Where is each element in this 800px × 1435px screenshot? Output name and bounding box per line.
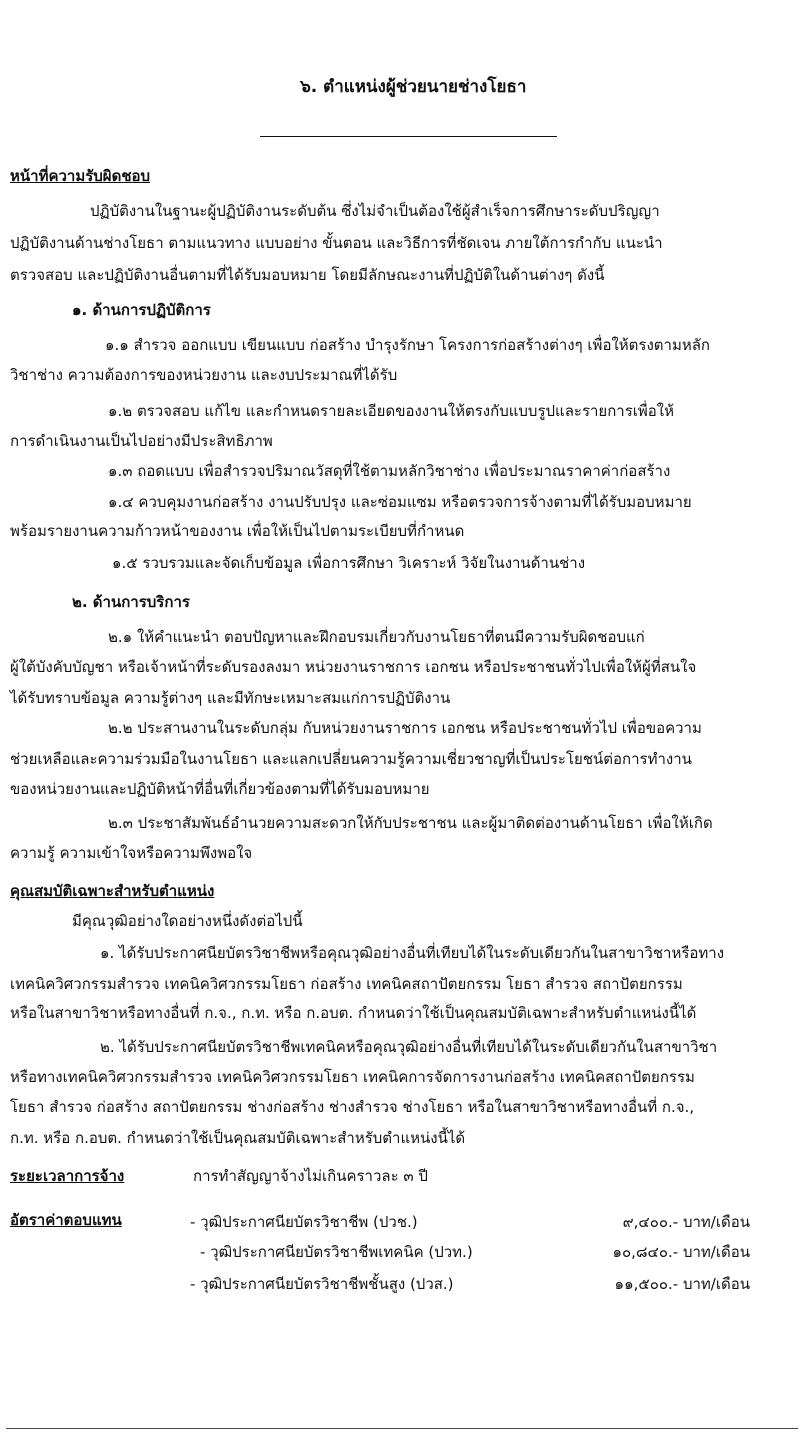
compensation-amount: ๙,๔๐๐.- บาท/เดือน [622, 1213, 750, 1231]
operations-heading: ๑. ด้านการปฏิบัติการ [72, 301, 211, 319]
duties-intro-line: ปฏิบัติงานด้านช่างโยธา ตามแนวทาง แบบอย่าง ขั้นตอน และวิธีการที่ชัดเจน ภายใต้การกำกับ แนะนำ [10, 234, 663, 252]
compensation-label: อัตราค่าตอบแทน [10, 1211, 122, 1229]
operations-line: การดำเนินงานเป็นไปอย่างมีประสิทธิภาพ [10, 432, 273, 450]
compensation-amount: ๑๑,๕๐๐.- บาท/เดือน [614, 1275, 750, 1293]
operations-line: ๑.๑ สำรวจ ออกแบบ เขียนแบบ ก่อสร้าง บำรุงรักษา โครงการก่อสร้างต่างๆ เพื่อให้ตรงตามหลัก [105, 336, 711, 354]
services-line: ๒.๒ ประสานงานในระดับกลุ่ม กับหน่วยงานราชการ เอกชน หรือประชาชนทั่วไป เพื่อขอความ [108, 719, 702, 737]
services-line: ๒.๑ ให้คำแนะนำ ตอบปัญหาและฝึกอบรมเกี่ยวกับงานโยธาที่ตนมีความรับผิดชอบแก่ [108, 628, 645, 646]
operations-line: ๑.๓ ถอดแบบ เพื่อสำรวจปริมาณวัสดุที่ใช้ตามหลักวิชาช่าง เพื่อประมาณราคาค่าก่อสร้าง [108, 462, 671, 480]
employment-value: การทำสัญญาจ้างไม่เกินคราวละ ๓ ปี [193, 1167, 428, 1185]
operations-line: วิชาช่าง ความต้องการของหน่วยงาน และงบประมาณที่ได้รับ [10, 366, 398, 384]
services-line: ผู้ใต้บังคับบัญชา หรือเจ้าหน้าที่ระดับรองลงมา หน่วยงานราชการ เอกชน หรือประชาชนทั่วไปเพื่อให้ผู้ที่สนใจ [10, 658, 697, 676]
qualifications-line: เทคนิควิศวกรรมสำรวจ เทคนิควิศวกรรมโยธา ก่อสร้าง เทคนิคสถาปัตยกรรม โยธา สำรวจ สถาปัตยกรรม [10, 975, 683, 993]
qualifications-heading: คุณสมบัติเฉพาะสำหรับตำแหน่ง [10, 882, 215, 900]
compensation-amount: ๑๐,๘๔๐.- บาท/เดือน [612, 1243, 750, 1261]
services-line: ความรู้ ความเข้าใจหรือความพึงพอใจ [10, 844, 253, 862]
services-line: ๒.๓ ประชาสัมพันธ์อำนวยความสะดวกให้กับประชาชน และผู้มาติดต่องานด้านโยธา เพื่อให้เกิด [108, 814, 713, 832]
page-bottom-edge [6, 1428, 798, 1429]
compensation-item: - วุฒิประกาศนียบัตรวิชาชีพ (ปวช.) [190, 1213, 418, 1231]
duties-intro-line: ปฏิบัติงานในฐานะผู้ปฏิบัติงานระดับต้น ซึ่งไม่จำเป็นต้องใช้ผู้สำเร็จการศึกษาระดับปริญญา [90, 202, 660, 220]
qualifications-line: หรือในสาขาวิชาหรือทางอื่นที่ ก.จ., ก.ท. หรือ ก.อบต. กำหนดว่าใช้เป็นคุณสมบัติเฉพาะสำหรับตำแหน่งนี้ได้ [10, 1004, 697, 1022]
services-heading: ๒. ด้านการบริการ [72, 593, 190, 611]
qualifications-line: หรือทางเทคนิควิศวกรรมสำรวจ เทคนิควิศวกรรมโยธา เทคนิคการจัดการงานก่อสร้าง เทคนิคสถาปัตยกรรม [10, 1068, 695, 1086]
services-line: ของหน่วยงานและปฏิบัติหน้าที่อื่นที่เกี่ยวข้องตามที่ได้รับมอบหมาย [10, 780, 430, 798]
operations-line: ๑.๒ ตรวจสอบ แก้ไข และกำหนดรายละเอียดของงานให้ตรงกับแบบรูปและรายการเพื่อให้ [108, 402, 675, 420]
qualifications-line: มีคุณวุฒิอย่างใดอย่างหนึ่งดังต่อไปนี้ [72, 912, 303, 930]
operations-line: พร้อมรายงานความก้าวหน้าของงาน เพื่อให้เป็นไปตามระเบียบที่กำหนด [10, 522, 465, 540]
qualifications-line: ๒. ได้รับประกาศนียบัตรวิชาชีพเทคนิคหรือคุณวุฒิอย่างอื่นที่เทียบได้ในระดับเดียวกันในสาขาวิชา [100, 1038, 718, 1056]
compensation-item: - วุฒิประกาศนียบัตรวิชาชีพเทคนิค (ปวท.) [200, 1243, 473, 1261]
qualifications-line: โยธา สำรวจ ก่อสร้าง สถาปัตยกรรม ช่างก่อสร้าง ช่างสำรวจ ช่างโยธา หรือในสาขาวิชาหรือทางอื่นที่ ก.จ., [10, 1098, 695, 1116]
qualifications-line: ก.ท. หรือ ก.อบต. กำหนดว่าใช้เป็นคุณสมบัติเฉพาะสำหรับตำแหน่งนี้ได้ [10, 1129, 466, 1147]
services-line: ได้รับทราบข้อมูล ความรู้ต่างๆ และมีทักษะเหมาะสมแก่การปฏิบัติงาน [10, 689, 451, 707]
duties-heading: หน้าที่ความรับผิดชอบ [10, 167, 151, 185]
employment-label: ระยะเวลาการจ้าง [10, 1167, 125, 1185]
title-divider [260, 136, 557, 137]
page-title: ๖. ตำแหน่งผู้ช่วยนายช่างโยธา [300, 77, 527, 97]
services-line: ช่วยเหลือและความร่วมมือในงานโยธา และแลกเปลี่ยนความรู้ความเชี่ยวชาญที่เป็นประโยชน์ต่อการทำงาน [10, 750, 692, 768]
qualifications-line: ๑. ได้รับประกาศนียบัตรวิชาชีพหรือคุณวุฒิอย่างอื่นที่เทียบได้ในระดับเดียวกันในสาขาวิชาหรือทาง [100, 944, 725, 962]
operations-line: ๑.๕ รวบรวมและจัดเก็บข้อมูล เพื่อการศึกษา วิเคราะห์ วิจัยในงานด้านช่าง [112, 554, 586, 572]
duties-intro-line: ตรวจสอบ และปฏิบัติงานอื่นตามที่ได้รับมอบหมาย โดยมีลักษณะงานที่ปฏิบัติในด้านต่างๆ ดังนี้ [10, 266, 605, 284]
operations-line: ๑.๔ ควบคุมงานก่อสร้าง งานปรับปรุง และซ่อมแซม หรือตรวจการจ้างตามที่ได้รับมอบหมาย [108, 493, 692, 511]
compensation-item: - วุฒิประกาศนียบัตรวิชาชีพชั้นสูง (ปวส.) [190, 1275, 454, 1293]
